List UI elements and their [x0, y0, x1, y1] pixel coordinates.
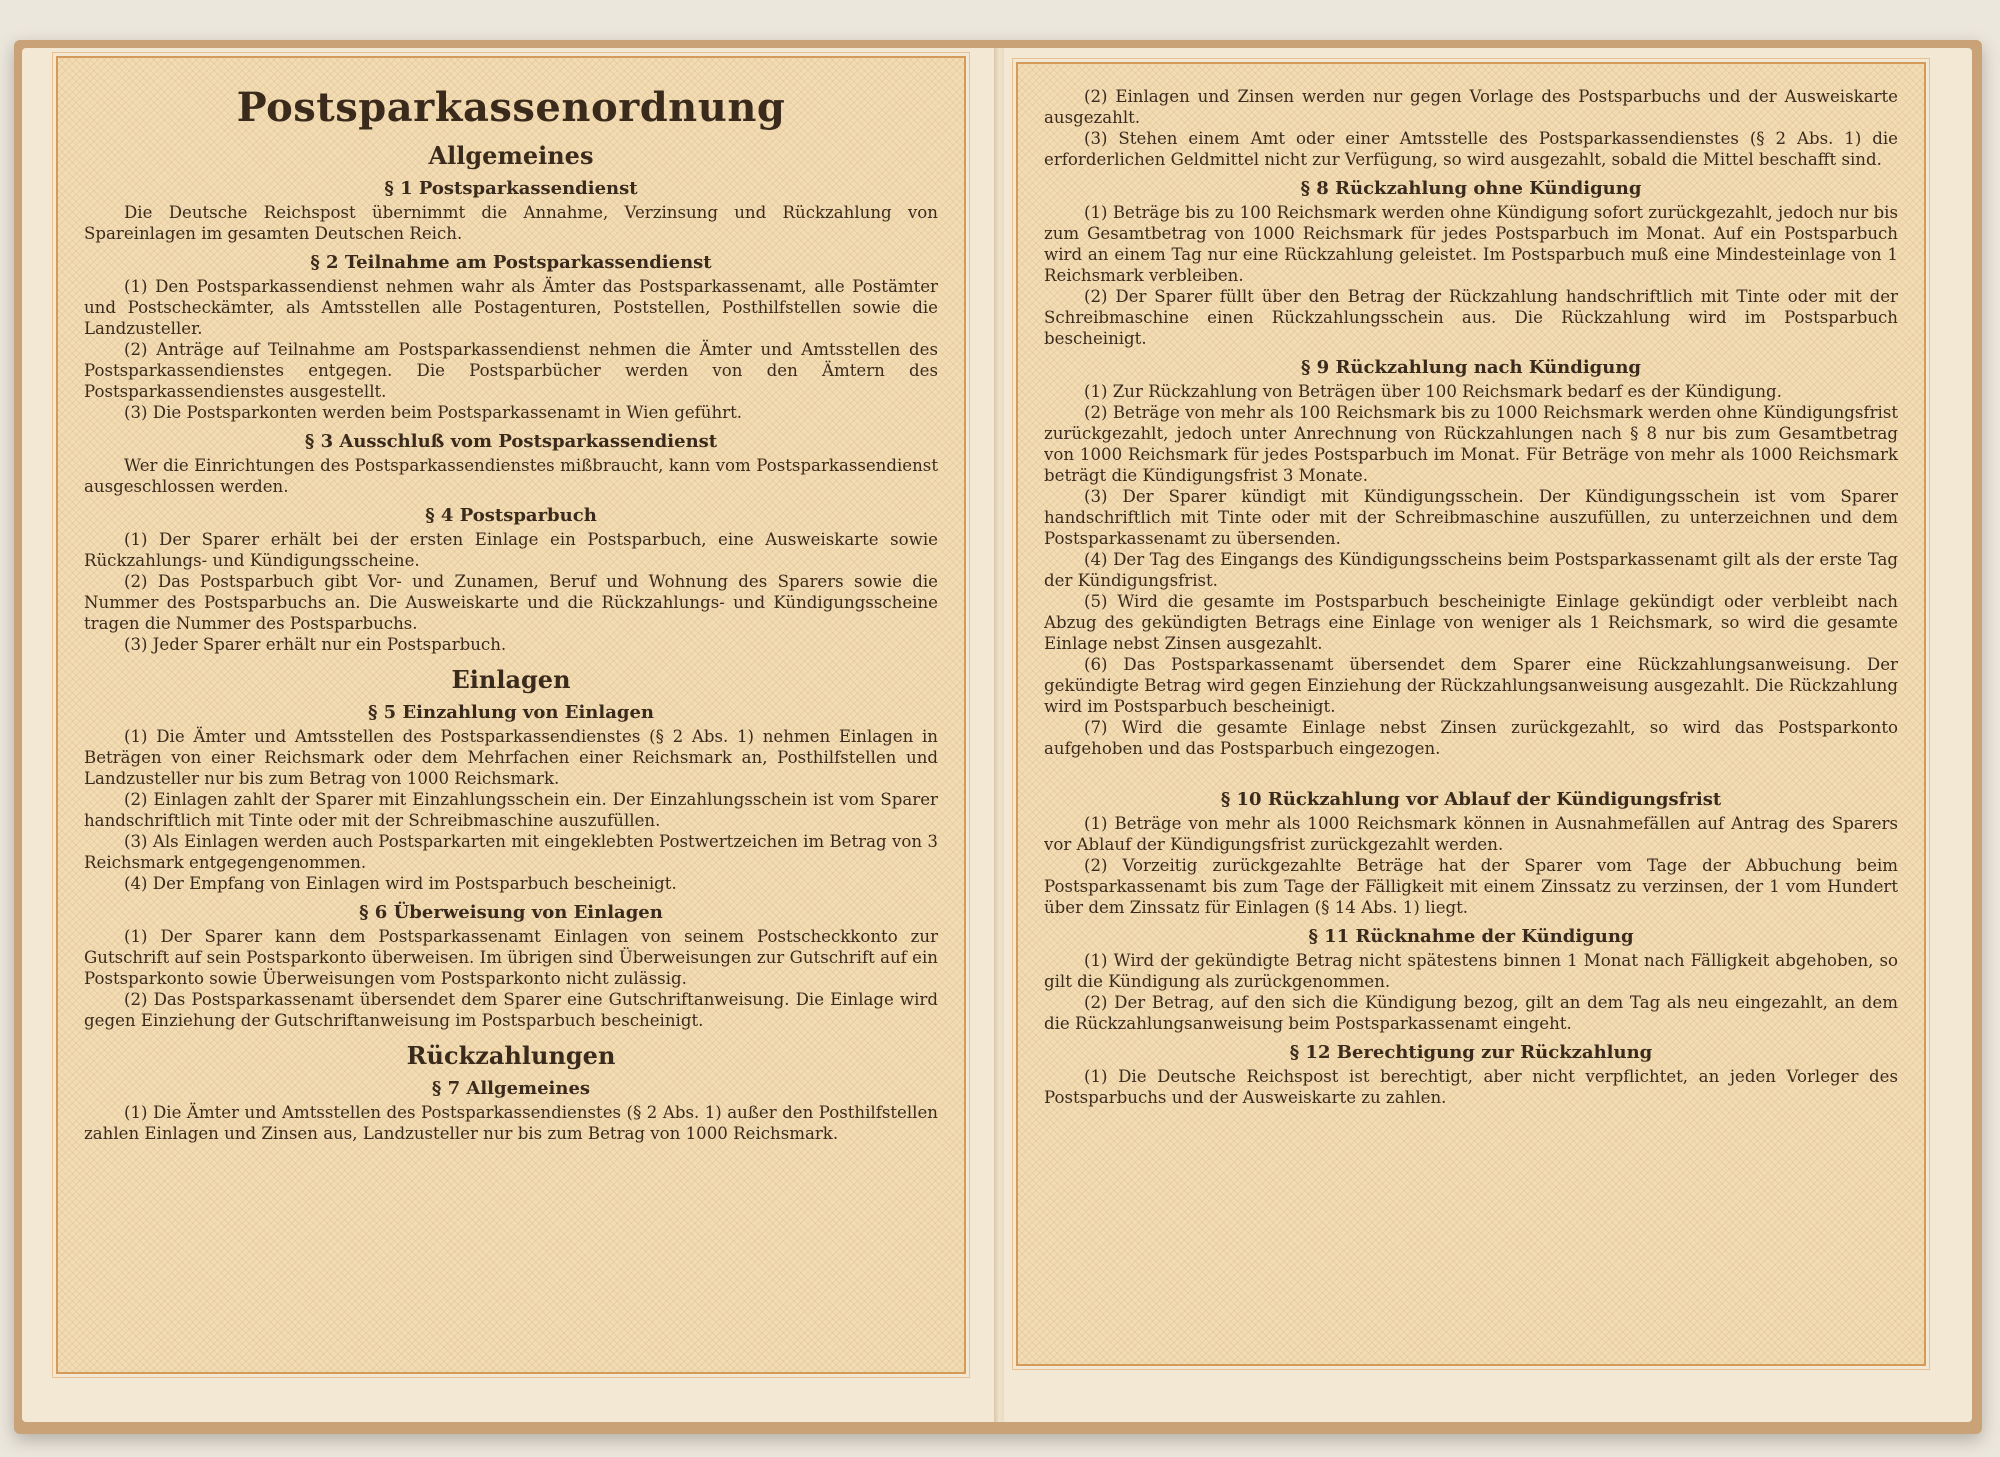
- paragraph-text: (1) Die Ämter und Amtsstellen des Postsparkassendienstes (§ 2 Abs. 1) nehmen Einlagen in Beträgen von einer Reichsmark oder dem Mehrfachen einer Reichsmark an, Posthilfstellen und Landzusteller nur bis zum Betrag von 1000 Reichsmark.: [84, 727, 938, 788]
- right-text-panel: [1016, 62, 1926, 1366]
- paragraph-heading-5: § 5 Einzahlung von Einlagen: [367, 702, 655, 723]
- document-title: Postsparkassenordnung: [236, 84, 786, 131]
- paragraph-text: (2) Der Betrag, auf den sich die Kündigung bezog, gilt an dem Tag als neu eingezahlt, an dem die Rückzahlungsanweisung beim Postsparkassenamt eingeht.: [1044, 993, 1898, 1033]
- paragraph-text: (2) Einlagen zahlt der Sparer mit Einzahlungsschein ein. Der Einzahlungsschein ist vom Sparer handschriftlich mit Tinte oder mit der Schreibmaschine auszufüllen.: [84, 790, 938, 830]
- paragraph-text: (1) Die Ämter und Amtsstellen des Postsparkassendienstes (§ 2 Abs. 1) außer den Posthilfstellen zahlen Einlagen und Zinsen aus, Landzusteller nur bis zum Betrag von 1000 Reichsmark.: [84, 1103, 938, 1143]
- paragraph-text: (3) Stehen einem Amt oder einer Amtsstelle des Postsparkassendienstes (§ 2 Abs. 1) die erforderlichen Geldmittel nicht zur Verfügung, so wird ausgezahlt, sobald die Mittel beschafft sind.: [1044, 129, 1898, 169]
- paragraph-text: (4) Der Tag des Eingangs des Kündigungsscheins beim Postsparkassenamt gilt als der erste Tag der Kündigungsfrist.: [1044, 550, 1898, 590]
- paragraph-heading-8: § 8 Rückzahlung ohne Kündigung: [1300, 178, 1642, 199]
- paragraph-heading-6: § 6 Überweisung von Einlagen: [359, 902, 663, 923]
- paragraph-text: (3) Die Postsparkonten werden beim Postsparkassenamt in Wien geführt.: [124, 403, 743, 422]
- paragraph-heading-11: § 11 Rücknahme der Kündigung: [1308, 926, 1634, 947]
- left-text-panel: [56, 56, 966, 1374]
- paragraph-text: (1) Der Sparer kann dem Postsparkassenamt Einlagen von seinem Postscheckkonto zur Gutschrift auf sein Postsparkonto überweisen. Im übrigen sind Überweisungen zur Gutschrift auf ein Postsparkonto sowie Überweisungen vom Postsparkonto nicht zulässig.: [84, 927, 938, 988]
- paragraph-text: (2) Beträge von mehr als 100 Reichsmark bis zu 1000 Reichsmark werden ohne Kündigungsfrist zurückgezahlt, jedoch unter Anrechnung von Rückzahlungen nach § 8 nur bis zum Gesamtbetrag von 1000 Reichsmark für jedes Postsparbuch im Monat. Für Beträge von mehr als 1000 Reichsmark beträgt die Kündigungsfrist 3 Monate.: [1044, 403, 1898, 485]
- paragraph-text: (4) Der Empfang von Einlagen wird im Postsparbuch bescheinigt.: [124, 874, 677, 893]
- paragraph-heading-9: § 9 Rückzahlung nach Kündigung: [1300, 357, 1642, 378]
- paragraph-text: (2) Vorzeitig zurückgezahlte Beträge hat der Sparer vom Tage der Abbuchung beim Postsparkassenamt bis zum Tage der Fälligkeit mit einem Zinssatz zu verzinsen, der 1 vom Hundert über dem Zinssatz für Einlagen (§ 14 Abs. 1) liegt.: [1044, 856, 1898, 917]
- section-heading-allgemeines: Allgemeines: [428, 141, 594, 170]
- paragraph-text: (2) Der Sparer füllt über den Betrag der Rückzahlung handschriftlich mit Tinte oder mit der Schreibmaschine einen Rückzahlungsschein aus. Die Rückzahlung wird im Postsparbuch bescheinigt.: [1044, 287, 1898, 348]
- paragraph-text: (1) Die Deutsche Reichspost ist berechtigt, aber nicht verpflichtet, an jeden Vorleger des Postsparbuchs und der Ausweiskarte zu zahlen.: [1044, 1067, 1898, 1107]
- section-heading-rueckzahlungen: Rückzahlungen: [406, 1041, 616, 1070]
- paragraph-text: (2) Das Postsparbuch gibt Vor- und Zunamen, Beruf und Wohnung des Sparers sowie die Nummer des Postsparbuchs an. Die Ausweiskarte und die Rückzahlungs- und Kündigungsscheine tragen die Nummer des Postsparbuchs.: [84, 572, 938, 633]
- paragraph-heading-12: § 12 Berechtigung zur Rückzahlung: [1289, 1042, 1653, 1063]
- paragraph-text: (5) Wird die gesamte im Postsparbuch bescheinigte Einlage gekündigt oder verbleibt nach Abzug des gekündigten Betrags eine Einlage von weniger als 1 Reichsmark, so wird die gesamte Einlage nebst Zinsen ausgezahlt.: [1044, 592, 1898, 653]
- paragraph-text: (1) Den Postsparkassendienst nehmen wahr als Ämter das Postsparkassenamt, alle Postämter und Postscheckämter, als Amtsstellen alle Postagenturen, Poststellen, Posthilfstellen sowie die Landzusteller.: [84, 277, 938, 338]
- section-heading-einlagen: Einlagen: [451, 665, 571, 694]
- paragraph-text: (1) Wird der gekündigte Betrag nicht spätestens binnen 1 Monat nach Fälligkeit abgehoben, so gilt die Kündigung als zurückgenommen.: [1044, 951, 1898, 991]
- paragraph-heading-4: § 4 Postsparbuch: [425, 505, 597, 526]
- paragraph-heading-2: § 2 Teilnahme am Postsparkassendienst: [310, 252, 712, 273]
- paragraph-text: (2) Das Postsparkassenamt übersendet dem Sparer eine Gutschriftanweisung. Die Einlage wird gegen Einziehung der Gutschriftanweisung im Postsparbuch bescheinigt.: [84, 990, 938, 1030]
- paragraph-text: (3) Der Sparer kündigt mit Kündigungsschein. Der Kündigungsschein ist vom Sparer handschriftlich mit Tinte oder mit der Schreibmaschine auszufüllen, zu unterzeichnen und dem Postsparkassenamt zu übersenden.: [1044, 487, 1898, 548]
- paragraph-text: (2) Einlagen und Zinsen werden nur gegen Vorlage des Postsparbuchs und der Ausweiskarte ausgezahlt.: [1044, 87, 1898, 127]
- paragraph-heading-3: § 3 Ausschluß vom Postsparkassendienst: [304, 431, 718, 452]
- spacer: [1044, 759, 1898, 781]
- paragraph-text: (1) Zur Rückzahlung von Beträgen über 100 Reichsmark bedarf es der Kündigung.: [1084, 382, 1782, 401]
- paragraph-text: (3) Jeder Sparer erhält nur ein Postsparbuch.: [124, 635, 507, 654]
- paragraph-text: (6) Das Postsparkassenamt übersendet dem Sparer eine Rückzahlungsanweisung. Der gekündigte Betrag wird gegen Einziehung der Rückzahlungsanweisung ausgezahlt. Die Rückzahlung wird im Postsparbuch bescheinigt.: [1044, 655, 1898, 716]
- paragraph-heading-7: § 7 Allgemeines: [431, 1078, 591, 1099]
- paragraph-text: (1) Beträge von mehr als 1000 Reichsmark können in Ausnahmefällen auf Antrag des Sparers vor Ablauf der Kündigungsfrist zurückgezahlt werden.: [1044, 814, 1898, 854]
- paragraph-text: (1) Beträge bis zu 100 Reichsmark werden ohne Kündigung sofort zurückgezahlt, jedoch nur bis zum Gesamtbetrag von 1000 Reichsmark für jedes Postsparbuch im Monat. Auf ein Postsparbuch wird an einem Tag nur eine Rückzahlung geleistet. Im Postsparbuch muß eine Mindesteinlage von 1 Reichsmark verbleiben.: [1044, 203, 1898, 285]
- paragraph-text: (1) Der Sparer erhält bei der ersten Einlage ein Postsparbuch, eine Ausweiskarte sowie Rückzahlungs- und Kündigungsscheine.: [84, 530, 938, 570]
- paragraph-text: (7) Wird die gesamte Einlage nebst Zinsen zurückgezahlt, so wird das Postsparkonto aufgehoben und das Postsparbuch eingezogen.: [1044, 718, 1898, 758]
- paragraph-heading-10: § 10 Rückzahlung vor Ablauf der Kündigungsfrist: [1220, 789, 1722, 810]
- paragraph-text: Wer die Einrichtungen des Postsparkassendienstes mißbraucht, kann vom Postsparkassendienst ausgeschlossen werden.: [84, 456, 938, 496]
- paragraph-text: Die Deutsche Reichspost übernimmt die Annahme, Verzinsung und Rückzahlung von Spareinlagen im gesamten Deutschen Reich.: [84, 203, 938, 243]
- paragraph-heading-1: § 1 Postsparkassendienst: [384, 178, 638, 199]
- paragraph-text: (2) Anträge auf Teilnahme am Postsparkassendienst nehmen die Ämter und Amtsstellen des Postsparkassendienstes entgegen. Die Postsparbücher werden von den Ämtern des Postsparkassendienstes ausgestellt.: [84, 340, 938, 401]
- paragraph-text: (3) Als Einlagen werden auch Postsparkarten mit eingeklebten Postwertzeichen im Betrag von 3 Reichsmark entgegengenommen.: [84, 832, 938, 872]
